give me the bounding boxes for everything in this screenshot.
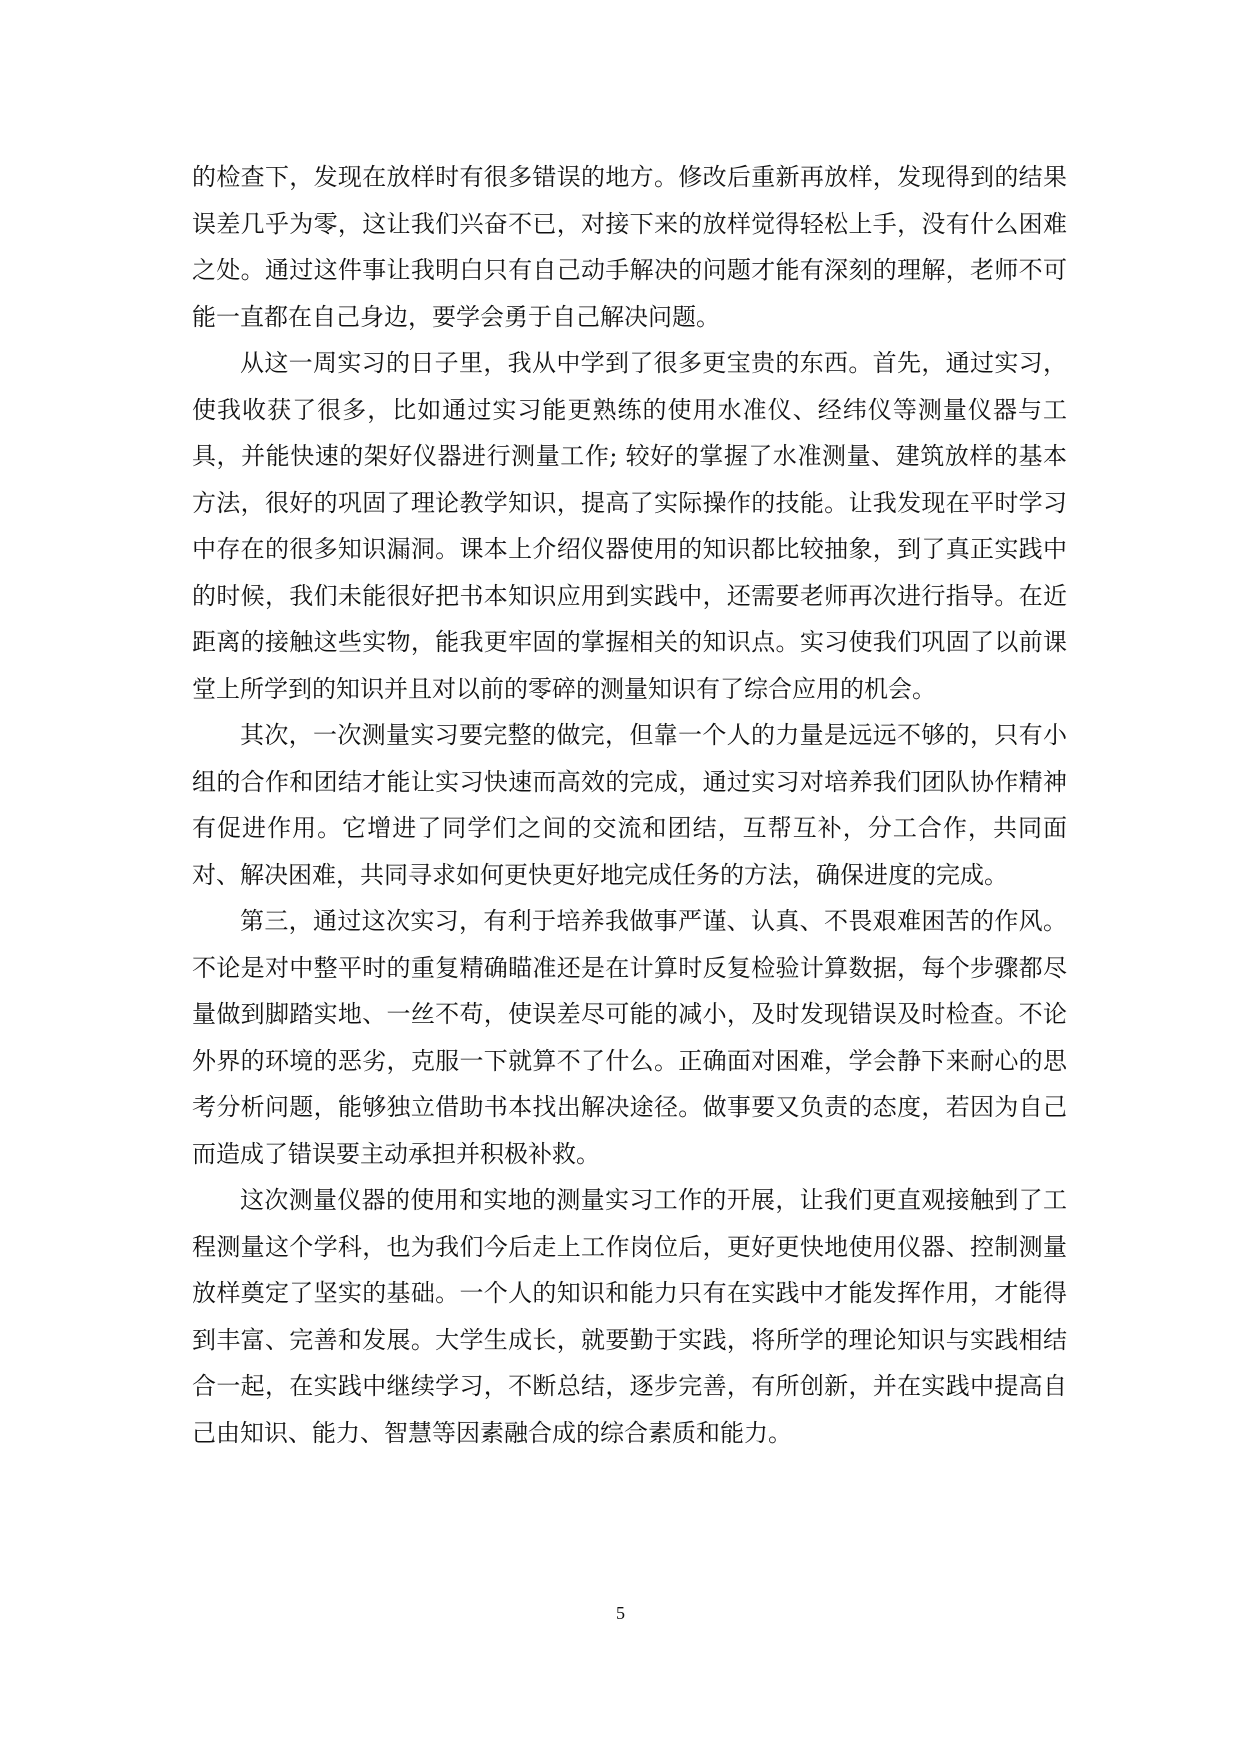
paragraph-internship-gains: 从这一周实习的日子里，我从中学到了很多更宝贵的东西。首先，通过实习，使我收获了很多，比如通过实习能更熟练的使用水准仪、经纬仪等测量仪器与工具，并能快速的架好仪器进行测量工作; 较好的掌握了水准测量、建筑放样的基本方法，很好的巩固了理论教学知识，提高了实际操作的技能。让我发现在平时学习中存在的很多知识漏洞。课本上介绍仪器使用的知识都比较抽象，到了真正实践中的时候，我们未能很好把书本知识应用到实践中，还需要老师再次进行指导。在近距离的接触这些实物，能我更牢固的掌握相关的知识点。实习使我们巩固了以前课堂上所学到的知识并且对以前的零碎的测量知识有了综合应用的机会。	[192, 349, 1067, 703]
body-text	[192, 154, 1067, 1456]
page-number: 5	[616, 1603, 625, 1623]
paragraph-work-style: 第三，通过这次实习，有利于培养我做事严谨、认真、不畏艰难困苦的作风。不论是对中整平时的重复精确瞄准还是在计算时反复检验计算数据，每个步骤都尽量做到脚踏实地、一丝不苟，使误差尽可能的减小，及时发现错误及时检查。不论外界的环境的恶劣，克服一下就算不了什么。正确面对困难，学会静下来耐心的思考分析问题，能够独立借助书本找出解决途径。做事要又负责的态度，若因为自己而造成了错误要主动承担并积极补救。	[192, 907, 1067, 1168]
paragraph-teamwork: 其次，一次测量实习要完整的做完，但靠一个人的力量是远远不够的，只有小组的合作和团结才能让实习快速而高效的完成，通过实习对培养我们团队协作精神有促进作用。它增进了同学们之间的交流和团结，互帮互补，分工合作，共同面对、解决困难，共同寻求如何更快更好地完成任务的方法，确保进度的完成。	[192, 721, 1067, 889]
paragraph-conclusion: 这次测量仪器的使用和实地的测量实习工作的开展，让我们更直观接触到了工程测量这个学科，也为我们今后走上工作岗位后，更好更快地使用仪器、控制测量放样奠定了坚实的基础。一个人的知识和能力只有在实践中才能发挥作用，才能得到丰富、完善和发展。大学生成长，就要勤于实践，将所学的理论知识与实践相结合一起，在实践中继续学习，不断总结，逐步完善，有所创新，并在实践中提高自己由知识、能力、智慧等因素融合成的综合素质和能力。	[192, 1186, 1067, 1447]
paragraph-continued: 的检查下，发现在放样时有很多错误的地方。修改后重新再放样，发现得到的结果误差几乎为零，这让我们兴奋不已，对接下来的放样觉得轻松上手，没有什么困难之处。通过这件事让我明白只有自己动手解决的问题才能有深刻的理解，老师不可能一直都在自己身边，要学会勇于自己解决问题。	[192, 163, 1067, 331]
